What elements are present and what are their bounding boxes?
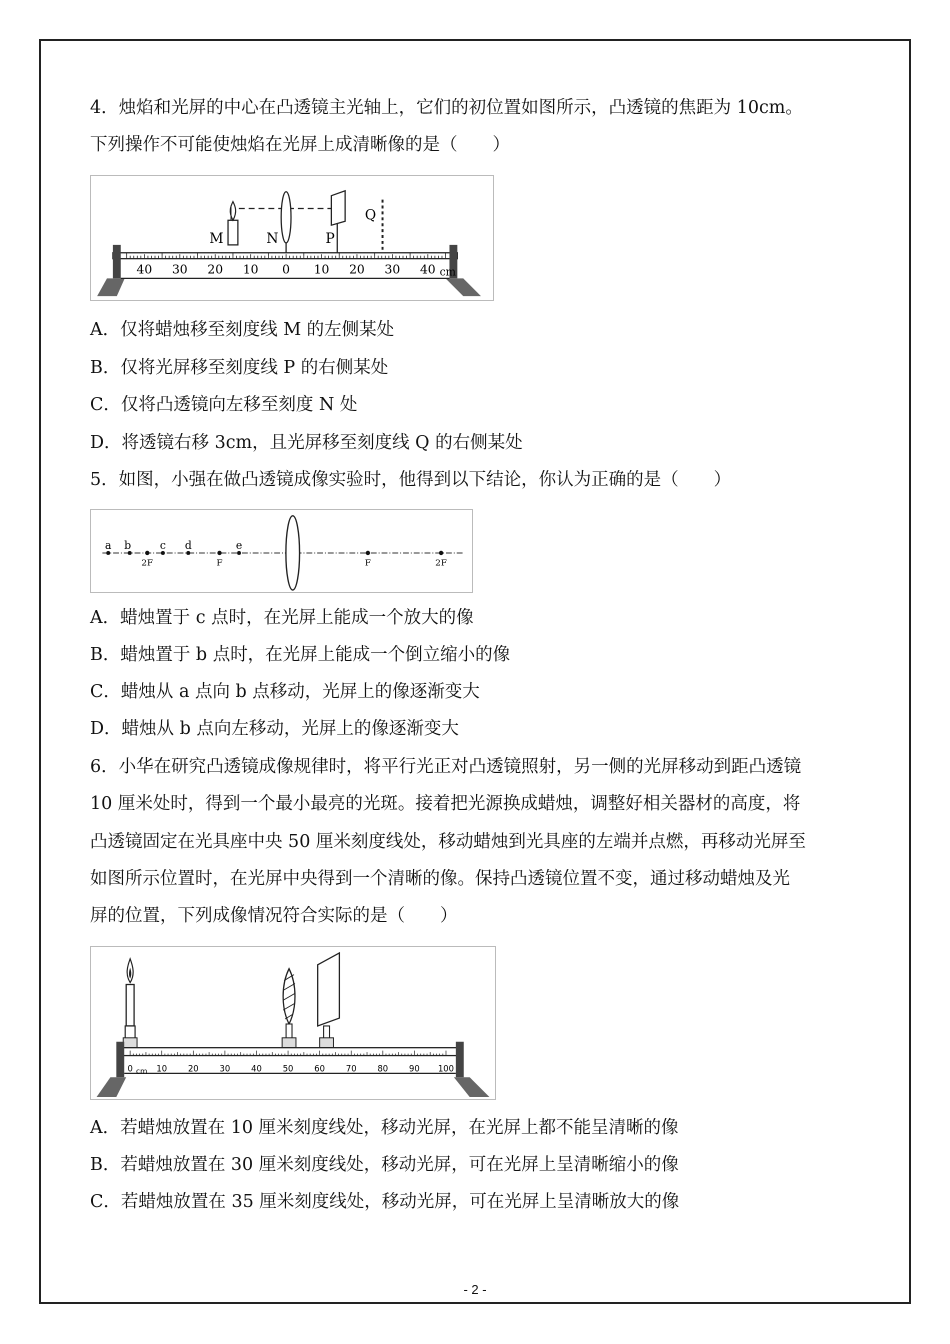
q4-option-d: D．将透镜右移 3cm，且光屏移至刻度线 Q 的右侧某处	[90, 433, 523, 453]
q6-stem-line: 10 厘米处时，得到一个最小最亮的光斑。接着把光源换成蜡烛，调整好相关器材的高度，将	[90, 794, 801, 814]
q6-optical-bench-figure	[90, 946, 496, 1100]
q4-unit: cm	[439, 265, 456, 279]
q5-axis-label: 2F	[141, 558, 154, 569]
q6-scale-label: 50	[282, 1063, 294, 1074]
q5-point-c: c	[159, 539, 166, 553]
q4-scale-label: 40	[419, 262, 436, 277]
q6-scale-label: 80	[377, 1063, 389, 1074]
q5-axis-label: F	[364, 558, 371, 569]
q6-scale-label: 100	[437, 1063, 454, 1074]
q5-lens-axis-figure	[90, 509, 473, 593]
q4-optical-bench-figure	[90, 175, 494, 301]
q5-point-d: d	[184, 539, 192, 553]
q6-scale-label: 20	[187, 1063, 199, 1074]
q6-scale-label: 40	[251, 1063, 262, 1074]
q6-option-c: C．若蜡烛放置在 35 厘米刻度线处，移动光屏，可在光屏上呈清晰放大的像	[90, 1192, 680, 1212]
q5-option-d: D．蜡烛从 b 点向左移动，光屏上的像逐渐变大	[90, 719, 459, 739]
q6-stem-line: 屏的位置，下列成像情况符合实际的是（ ）	[90, 906, 458, 926]
q4-label-Q: Q	[364, 207, 377, 224]
q5-stem: 5．如图，小强在做凸透镜成像实验时，他得到以下结论，你认为正确的是（ ）	[90, 470, 732, 490]
q6-stem-line: 如图所示位置时，在光屏中央得到一个清晰的像。保持凸透镜位置不变，通过移动蜡烛及光	[90, 869, 790, 889]
q5-option-b: B．蜡烛置于 b 点时，在光屏上能成一个倒立缩小的像	[90, 645, 511, 665]
q5-axis-label: F	[216, 558, 223, 569]
q6-scale-label: 60	[314, 1063, 325, 1074]
q4-scale-label: 40	[136, 262, 153, 277]
q4-scale-label: 30	[384, 262, 401, 277]
q6-option-b: B．若蜡烛放置在 30 厘米刻度线处，移动光屏，可在光屏上呈清晰缩小的像	[90, 1155, 679, 1175]
q4-label-N: N	[266, 230, 279, 247]
q5-option-a: A．蜡烛置于 c 点时，在光屏上能成一个放大的像	[90, 608, 474, 628]
q5-axis-label: 2F	[435, 558, 447, 569]
q4-stem-line1: 4．烛焰和光屏的中心在凸透镜主光轴上，它们的初位置如图所示，凸透镜的焦距为 10cm。	[90, 98, 803, 118]
q4-scale-label: 0	[282, 262, 291, 277]
q4-option-b: B．仅将光屏移至刻度线 P 的右侧某处	[90, 358, 389, 378]
q5-point-e: e	[235, 539, 243, 553]
q4-option-c: C．仅将凸透镜向左移至刻度 N 处	[90, 395, 358, 415]
q5-point-b: b	[124, 539, 132, 553]
q6-scale-label: 0	[127, 1063, 133, 1074]
page-number: - 2 -	[463, 1282, 487, 1297]
q6-scale-label: 90	[409, 1063, 420, 1074]
q4-scale-label: 30	[171, 262, 188, 277]
q6-scale-label: 30	[219, 1063, 231, 1074]
q4-scale-label: 10	[313, 262, 330, 277]
q6-stem-line: 6．小华在研究凸透镜成像规律时，将平行光正对凸透镜照射，另一侧的光屏移动到距凸透镜	[90, 757, 802, 777]
q4-scale-label: 10	[242, 262, 259, 277]
q6-scale-label: 10	[156, 1063, 168, 1074]
q4-scale-label: 20	[349, 262, 365, 277]
q6-stem-line: 凸透镜固定在光具座中央 50 厘米刻度线处，移动蜡烛到光具座的左端并点燃，再移动光屏至	[90, 832, 806, 852]
q4-option-a: A．仅将蜡烛移至刻度线 M 的左侧某处	[90, 320, 395, 340]
q5-point-a: a	[105, 539, 112, 553]
q4-stem-line2: 下列操作不可能使烛焰在光屏上成清晰像的是（ ）	[90, 135, 510, 155]
q4-label-P: P	[325, 230, 335, 247]
q6-scale-label: 70	[345, 1063, 357, 1074]
q6-option-a: A．若蜡烛放置在 10 厘米刻度线处，移动光屏，在光屏上都不能呈清晰的像	[90, 1118, 679, 1138]
q6-unit: cm	[136, 1066, 148, 1076]
q4-label-M: M	[209, 230, 224, 247]
q4-scale-label: 20	[207, 262, 224, 277]
q5-option-c: C．蜡烛从 a 点向 b 点移动，光屏上的像逐渐变大	[90, 682, 480, 702]
